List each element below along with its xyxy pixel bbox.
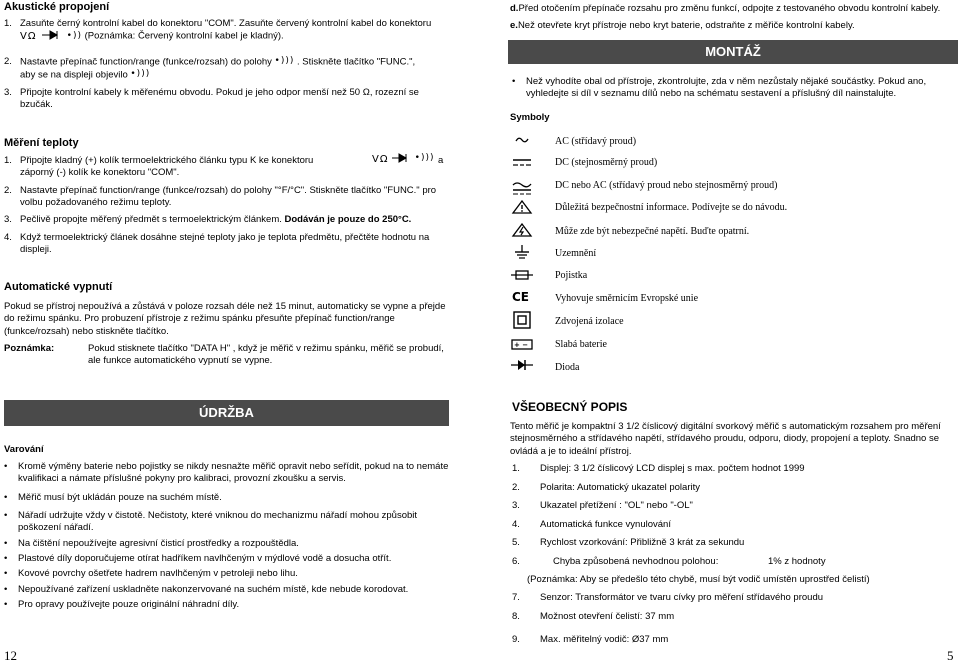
svg-text:VΩ: VΩ [20,31,37,41]
temperature-title: Měření teploty [4,137,79,149]
spec-text: Automatická funkce vynulování [540,519,671,530]
symbol-label: Pojistka [555,270,588,281]
spec-text: Displej: 3 1/2 číslicový LCD displej s max. počtem hodnot 1999 [540,463,805,474]
spec-text: Polarita: Automatický ukazatel polarity [540,482,700,493]
symbol-label: Může zde být nebezpečné napětí. Buďte opatrní. [555,226,750,237]
symbols-title: Symboly [510,112,550,123]
continuity-item1: Zasuňte černý kontrolní kabel do konektoru "COM". Zasuňte červený kontrolní kabel do konektoru VΩ •)) (Poznámka: Červený kontrolní kabel je kladný). [20,18,432,42]
spec-num: 8. [512,611,520,622]
spec-num: 7. [512,592,520,603]
spec-num: 1. [512,463,520,474]
montaz-title: MONTÁŽ [508,40,958,64]
montaz-text [508,76,958,104]
symbol-label: Dioda [555,362,580,373]
list-item: • Pro opravy používejte pouze originální náhradní díly. [14,599,450,611]
list-item: • Měřič musí být ukládán pouze na suchém místě. [14,492,450,504]
diode-icon [510,358,534,372]
list-item: • Než vyhodíte obal od přístroje, zkontrolujte, zda v něm nezůstaly nějaké součástky. Pokud ano, vyhledejte si díl v seznamu dílů nebo na schématu sestavení a příslušný díl nainstalujte. [522,76,958,101]
list-item: • Plastové díly doporučujeme otírat hadříkem navlhčeným v mýdlové vodě a dosucha otřít. [14,553,450,565]
spec-value: 1% z hodnoty [768,556,826,567]
continuity-title: Akustické propojení [4,1,110,13]
input-jack-symbols-icon: VΩ •))) [372,153,435,164]
general-intro: Tento měřič je kompaktní 3 1/2 číslicový digitální svorkový měřič s automatickým rozsahem pro měření stejnosměrného a střídavého napětí, střídavého proudu, odporu, diody, propojení a teploty. Snadno se ovládá a je to ideální přístroj. [510,421,941,457]
spec-num: 6. [512,556,520,567]
continuity-item2-num: 2. [4,56,12,67]
symbol-label: DC (stejnosměrný proud) [555,157,658,168]
temp-item4: Když termoelektrický článek dosáhne stejné teploty jako je teplota předmětu, přečtěte hodnotu na displeji. [20,232,430,256]
symbol-label: DC nebo AC (střídavý proud nebo stejnosměrný proud) [555,180,778,191]
ac-icon [510,133,534,147]
temp-item4-num: 4. [4,232,12,243]
battery-icon [510,337,534,351]
beep-icon: •))) [130,68,151,79]
spec-text: Max. měřitelný vodič: Ø37 mm [540,634,669,645]
list-item: • Nepoužívané zařízení uskladněte nakonzervované na suchém místě, kde nebude korodovat. [14,584,450,596]
symbol-label: Vyhovuje směrnicím Evropské unie [555,293,699,304]
warning-title: Varování [4,444,44,455]
continuity-item3: Připojte kontrolní kabely k měřenému obvodu. Pokud je jeho odpor menší než 50 Ω, rozezní se bzučák. [20,87,419,111]
ce-icon [510,289,534,303]
list-item: • Nářadí udržujte vždy v čistotě. Nečistoty, které vniknou do mechanizmu nářadí mohou způsobit poškození nářadí. [14,510,450,535]
spec-text: Možnost otevření čelistí: 37 mm [540,611,675,622]
maintenance-title: ÚDRŽBA [4,400,449,426]
spec-num: 9. [512,634,520,645]
general-title: VŠEOBECNÝ POPIS [512,400,628,414]
temp-item3-num: 3. [4,214,12,225]
spec-num: 4. [512,519,520,530]
spec-num: 3. [512,500,520,511]
spec-note: (Poznámka: Aby se předešlo této chybě, musí být vodič umístěn uprostřed čelistí) [527,574,870,585]
symbol-label: Důležitá bezpečnostní informace. Podívejte se do návodu. [555,202,788,213]
ac-dc-icon [510,180,534,194]
note-d: d.Před otočením přepínače rozsahu pro změnu funkcí, odpojte z testovaného obvodu kontrolní kabely. [510,3,941,14]
continuity-item1-num: 1. [4,18,12,29]
temp-item1: Připojte kladný (+) kolík termoelektrického článku typu K ke konektoru záporný (-) kolík ke konektoru "COM". [20,155,314,179]
continuity-item3-num: 3. [4,87,12,98]
fuse-icon [510,268,534,282]
spec-num: 5. [512,537,520,548]
temp-item2: Nastavte přepínač function/range (funkce/rozsah) do polohy "°F/°C". Stiskněte tlačítko "FUNC." pro volbu požadovaného režimu teploty. [20,185,437,209]
dc-icon [510,155,534,169]
continuity-item2: Nastavte přepínač function/range (funkce/rozsah) do polohy •))) . Stiskněte tlačítko "FUNC.", aby se na displeji objevilo •))) [20,56,416,81]
temp-item2-num: 2. [4,185,12,196]
spec-num: 2. [512,482,520,493]
temp-item3: Pečlivě propojte měřený předmět s termoelektrickým článkem. Dodáván je pouze do 250°C. [20,214,412,225]
note-text: Pokud stisknete tlačítko "DATA H" , když je měřič v režimu spánku, měřič se probudí, ale funkce automatického vypnutí se vypne. [88,343,444,367]
list-item: • Na čištění nepoužívejte agresivní čisticí prostředky a rozpouštědla. [14,538,450,550]
beep-icon: •)) [66,30,82,41]
beep-icon: •))) [274,56,295,66]
double-insulation-icon [510,311,534,329]
symbol-label: Zdvojená izolace [555,316,624,327]
symbol-label: Uzemnění [555,248,597,259]
note-label: Poznámka: [4,343,55,354]
spec-text: Ukazatel přetížení : "OL" nebo "-OL" [540,500,693,511]
ground-icon [510,244,534,258]
spec-text: Chyba způsobená nevhodnou polohou: [553,556,719,567]
input-jack-symbols-icon [20,30,64,42]
symbol-label: AC (střídavý proud) [555,136,637,147]
page-number-right: 5 [947,648,954,663]
svg-text:VΩ: VΩ [372,154,389,163]
spec-text: Senzor: Transformátor ve tvaru cívky pro měření střídavého proudu [540,592,824,603]
symbol-label: Slabá baterie [555,339,607,350]
page-number-left: 12 [4,648,17,663]
warning-icon [510,200,534,214]
note-e: e.Než otevřete kryt přístroje nebo kryt baterie, odstraňte z měřiče kontrolní kabely. [510,20,855,31]
svg-text:CE: CE [512,290,530,303]
spec-text: Rychlost vzorkování: Přibližně 3 krát za sekundu [540,537,745,548]
list-item: • Kovové povrchy ošetřete hadrem navlhčeným v petroleji nebo lihu. [14,568,450,580]
auto-off-text: Pokud se přístroj nepoužívá a zůstává v poloze rozsah déle než 15 minut, automaticky se vypne a přejde do režimu spánku. Pro probuzení přístroje z režimu spánku přesuňte přepínač function/range (funkce/rozsah) nebo stiskněte tlačítko. [4,301,446,337]
list-item: • Kromě výměny baterie nebo pojistky se nikdy nesnažte měřič opravit nebo seřídit, pokud na to nemáte kvalifikaci a námate příslušné pokyny pro kalibraci, provozní zkoušku a servis. [14,461,450,486]
temp-item1-num: 1. [4,155,12,166]
high-voltage-icon [510,223,534,237]
svg-text:+ −: + − [514,341,529,349]
auto-off-title: Automatické vypnutí [4,281,113,293]
maintenance-list [4,461,450,614]
temp-item1-and: a [438,155,444,166]
